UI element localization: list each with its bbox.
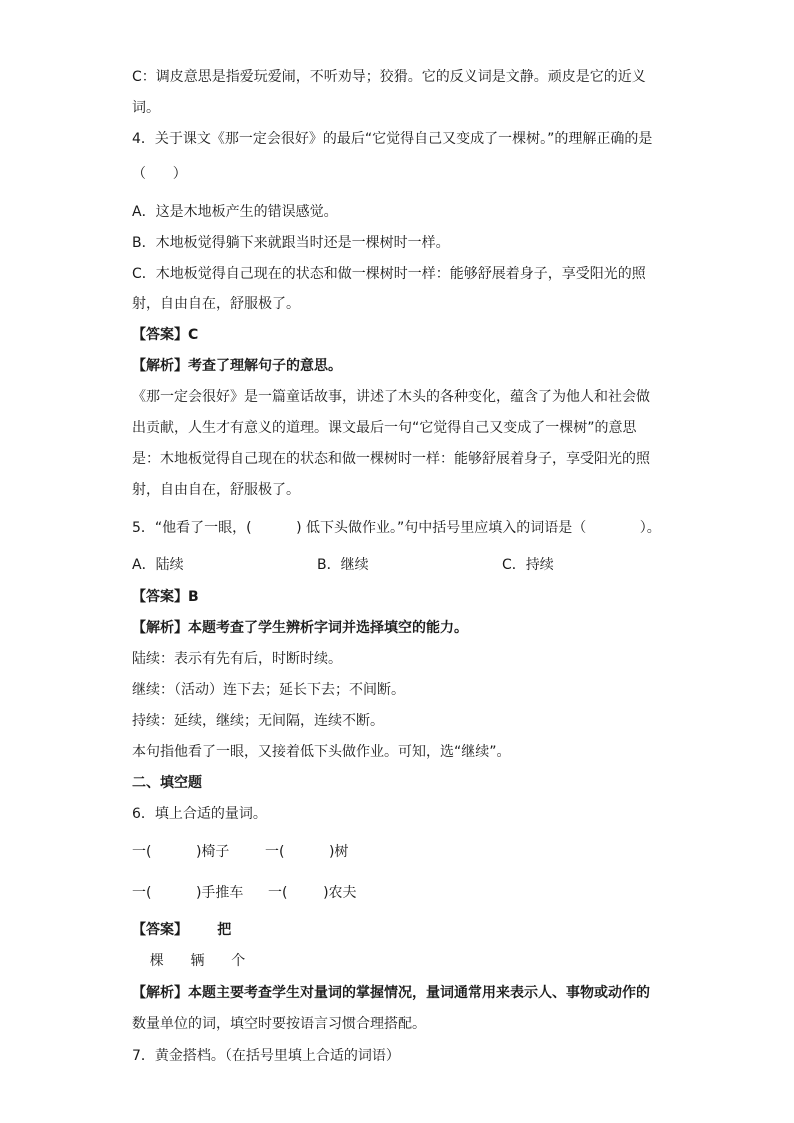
- q5-option-c: C．持续: [502, 557, 554, 573]
- option-b: B．木地板觉得躺下来就跟当时还是一棵树时一样。: [132, 235, 450, 251]
- answer-label: 【答案】B: [132, 589, 199, 605]
- text-line: 《那一定会很好》是一篇童话故事，讲述了木头的各种变化，蕴含了为他人和社会做: [132, 389, 650, 405]
- q5-option-a: A．陆续: [132, 557, 184, 573]
- answer-label: 【答案】C: [132, 327, 199, 343]
- option-c: C．木地板觉得自己现在的状态和做一棵树时一样：能够舒展着身子，享受阳光的照: [132, 266, 646, 282]
- text-line: 射，自由自在，舒服极了。: [132, 296, 300, 312]
- text-line: 词。: [132, 100, 160, 116]
- text-line: 数量单位的词，填空时要按语言习惯合理搭配。: [132, 1016, 426, 1032]
- text-line: 本句指他看了一眼，又接着低下头做作业。可知，选“继续”。: [132, 744, 511, 760]
- question-5: 5．“他看了一眼，( ) 低下头做作业。”句中括号里应填入的词语是（ ）。: [132, 520, 661, 536]
- answer-values: 棵 辆 个: [132, 953, 246, 969]
- answer-label: 【答案】 把: [132, 922, 232, 938]
- option-a: A．这是木地板产生的错误感觉。: [132, 204, 338, 220]
- text-line: C：调皮意思是指爱玩爱闹，不听劝导；狡猾。它的反义词是文静。顽皮是它的近义: [132, 69, 646, 85]
- section-heading: 二、填空题: [132, 775, 202, 791]
- text-line: 持续：延续，继续；无间隔，连续不断。: [132, 713, 384, 729]
- analysis-label: 【解析】本题主要考查学生对量词的掌握情况，量词通常用来表示人、事物或动作的: [132, 985, 650, 1001]
- analysis-label: 【解析】本题考查了学生辨析字词并选择填空的能力。: [132, 620, 468, 636]
- text-line: 是：木地板觉得自己现在的状态和做一棵树时一样：能够舒展着身子，享受阳光的照: [132, 451, 650, 467]
- q6-blank: 一( )手推车: [132, 885, 244, 901]
- q6-blank: 一( )树: [265, 844, 349, 860]
- q6-blank: 一( )农夫: [268, 885, 357, 901]
- text-line: 陆续：表示有先有后，时断时续。: [132, 651, 342, 667]
- text-line: 继续：（活动）连下去；延长下去；不间断。: [132, 682, 405, 698]
- q6-blank: 一( )椅子: [132, 844, 230, 860]
- question-4: 4．关于课文《那一定会很好》的最后“它觉得自己又变成了一棵树。”的理解正确的是: [132, 131, 653, 147]
- analysis-label: 【解析】考查了理解句子的意思。: [132, 358, 342, 374]
- question-7: 7．黄金搭档。（在括号里填上合适的词语）: [132, 1048, 400, 1064]
- question-6: 6．填上合适的量词。: [132, 806, 267, 822]
- text-line: 出贡献，人生才有意义的道理。课文最后一句“它觉得自己又变成了一棵树”的意思: [132, 420, 637, 436]
- q5-option-b: B．继续: [317, 557, 369, 573]
- answer-bracket: （ ）: [132, 166, 187, 182]
- text-line: 射，自由自在，舒服极了。: [132, 482, 300, 498]
